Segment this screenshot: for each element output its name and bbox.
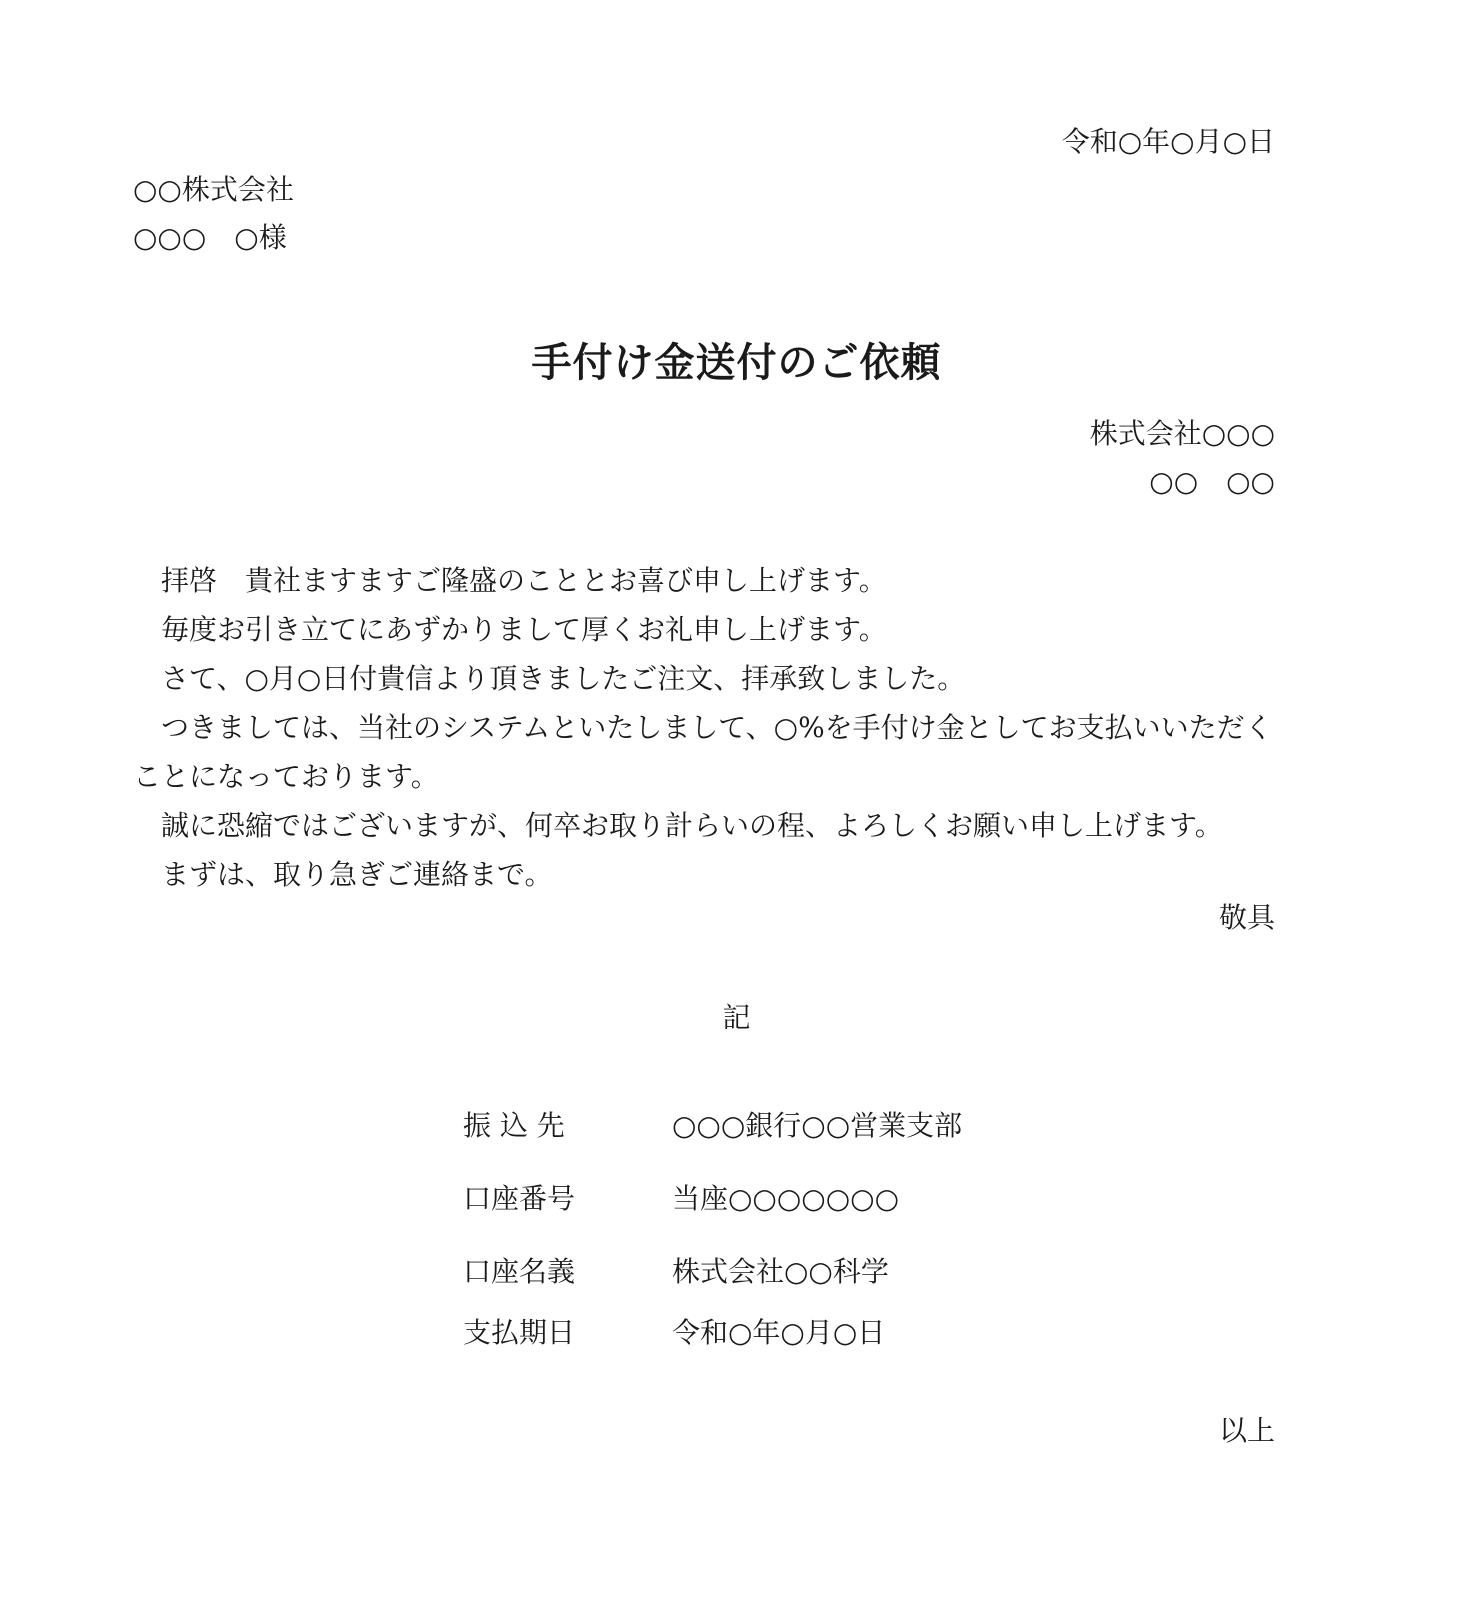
detail-value-account-holder: 株式会社○○科学 bbox=[672, 1255, 889, 1288]
letter-title: 手付け金送付のご依頼 bbox=[531, 339, 942, 386]
letter-date: 令和○年○月○日 bbox=[1061, 125, 1275, 158]
body-paragraph: 誠に恐縮ではございますが、何卒お取り計らいの程、よろしくお願い申し上げます。 bbox=[161, 809, 1223, 842]
detail-value-account-number: 当座○○○○○○○ bbox=[672, 1182, 900, 1215]
detail-value-due-date: 令和○年○月○日 bbox=[672, 1316, 886, 1349]
ki-heading: 記 bbox=[722, 1001, 751, 1034]
recipient-name: ○○○ ○様 bbox=[133, 221, 287, 254]
body-paragraph: つきましては、当社のシステムといたしまして、○%を手付け金としてお支払いいただくことになっております。 bbox=[133, 711, 1273, 793]
sender-company: 株式会社○○○ bbox=[1089, 417, 1275, 450]
sender-name: ○○ ○○ bbox=[1149, 465, 1275, 498]
letter-body bbox=[133, 556, 1283, 899]
detail-label-transfer-to: 振 込 先 bbox=[463, 1109, 565, 1142]
body-paragraph: まずは、取り急ぎご連絡まで。 bbox=[161, 858, 553, 891]
body-paragraph: さて、○月○日付貴信より頂きましたご注文、拝承致しました。 bbox=[161, 662, 966, 695]
recipient-company: ○○株式会社 bbox=[133, 173, 294, 206]
detail-label-due-date: 支払期日 bbox=[463, 1316, 576, 1349]
body-paragraph: 毎度お引き立てにあずかりまして厚くお礼申し上げます。 bbox=[161, 613, 887, 646]
body-paragraph: 拝啓 貴社ますますご隆盛のこととお喜び申し上げます。 bbox=[161, 564, 887, 597]
end-ijou: 以上 bbox=[1218, 1414, 1275, 1447]
detail-label-account-number: 口座番号 bbox=[463, 1182, 576, 1215]
detail-label-account-holder: 口座名義 bbox=[463, 1255, 576, 1288]
detail-value-transfer-to: ○○○銀行○○営業支部 bbox=[672, 1109, 963, 1142]
closing-keigu: 敬具 bbox=[1218, 901, 1275, 934]
